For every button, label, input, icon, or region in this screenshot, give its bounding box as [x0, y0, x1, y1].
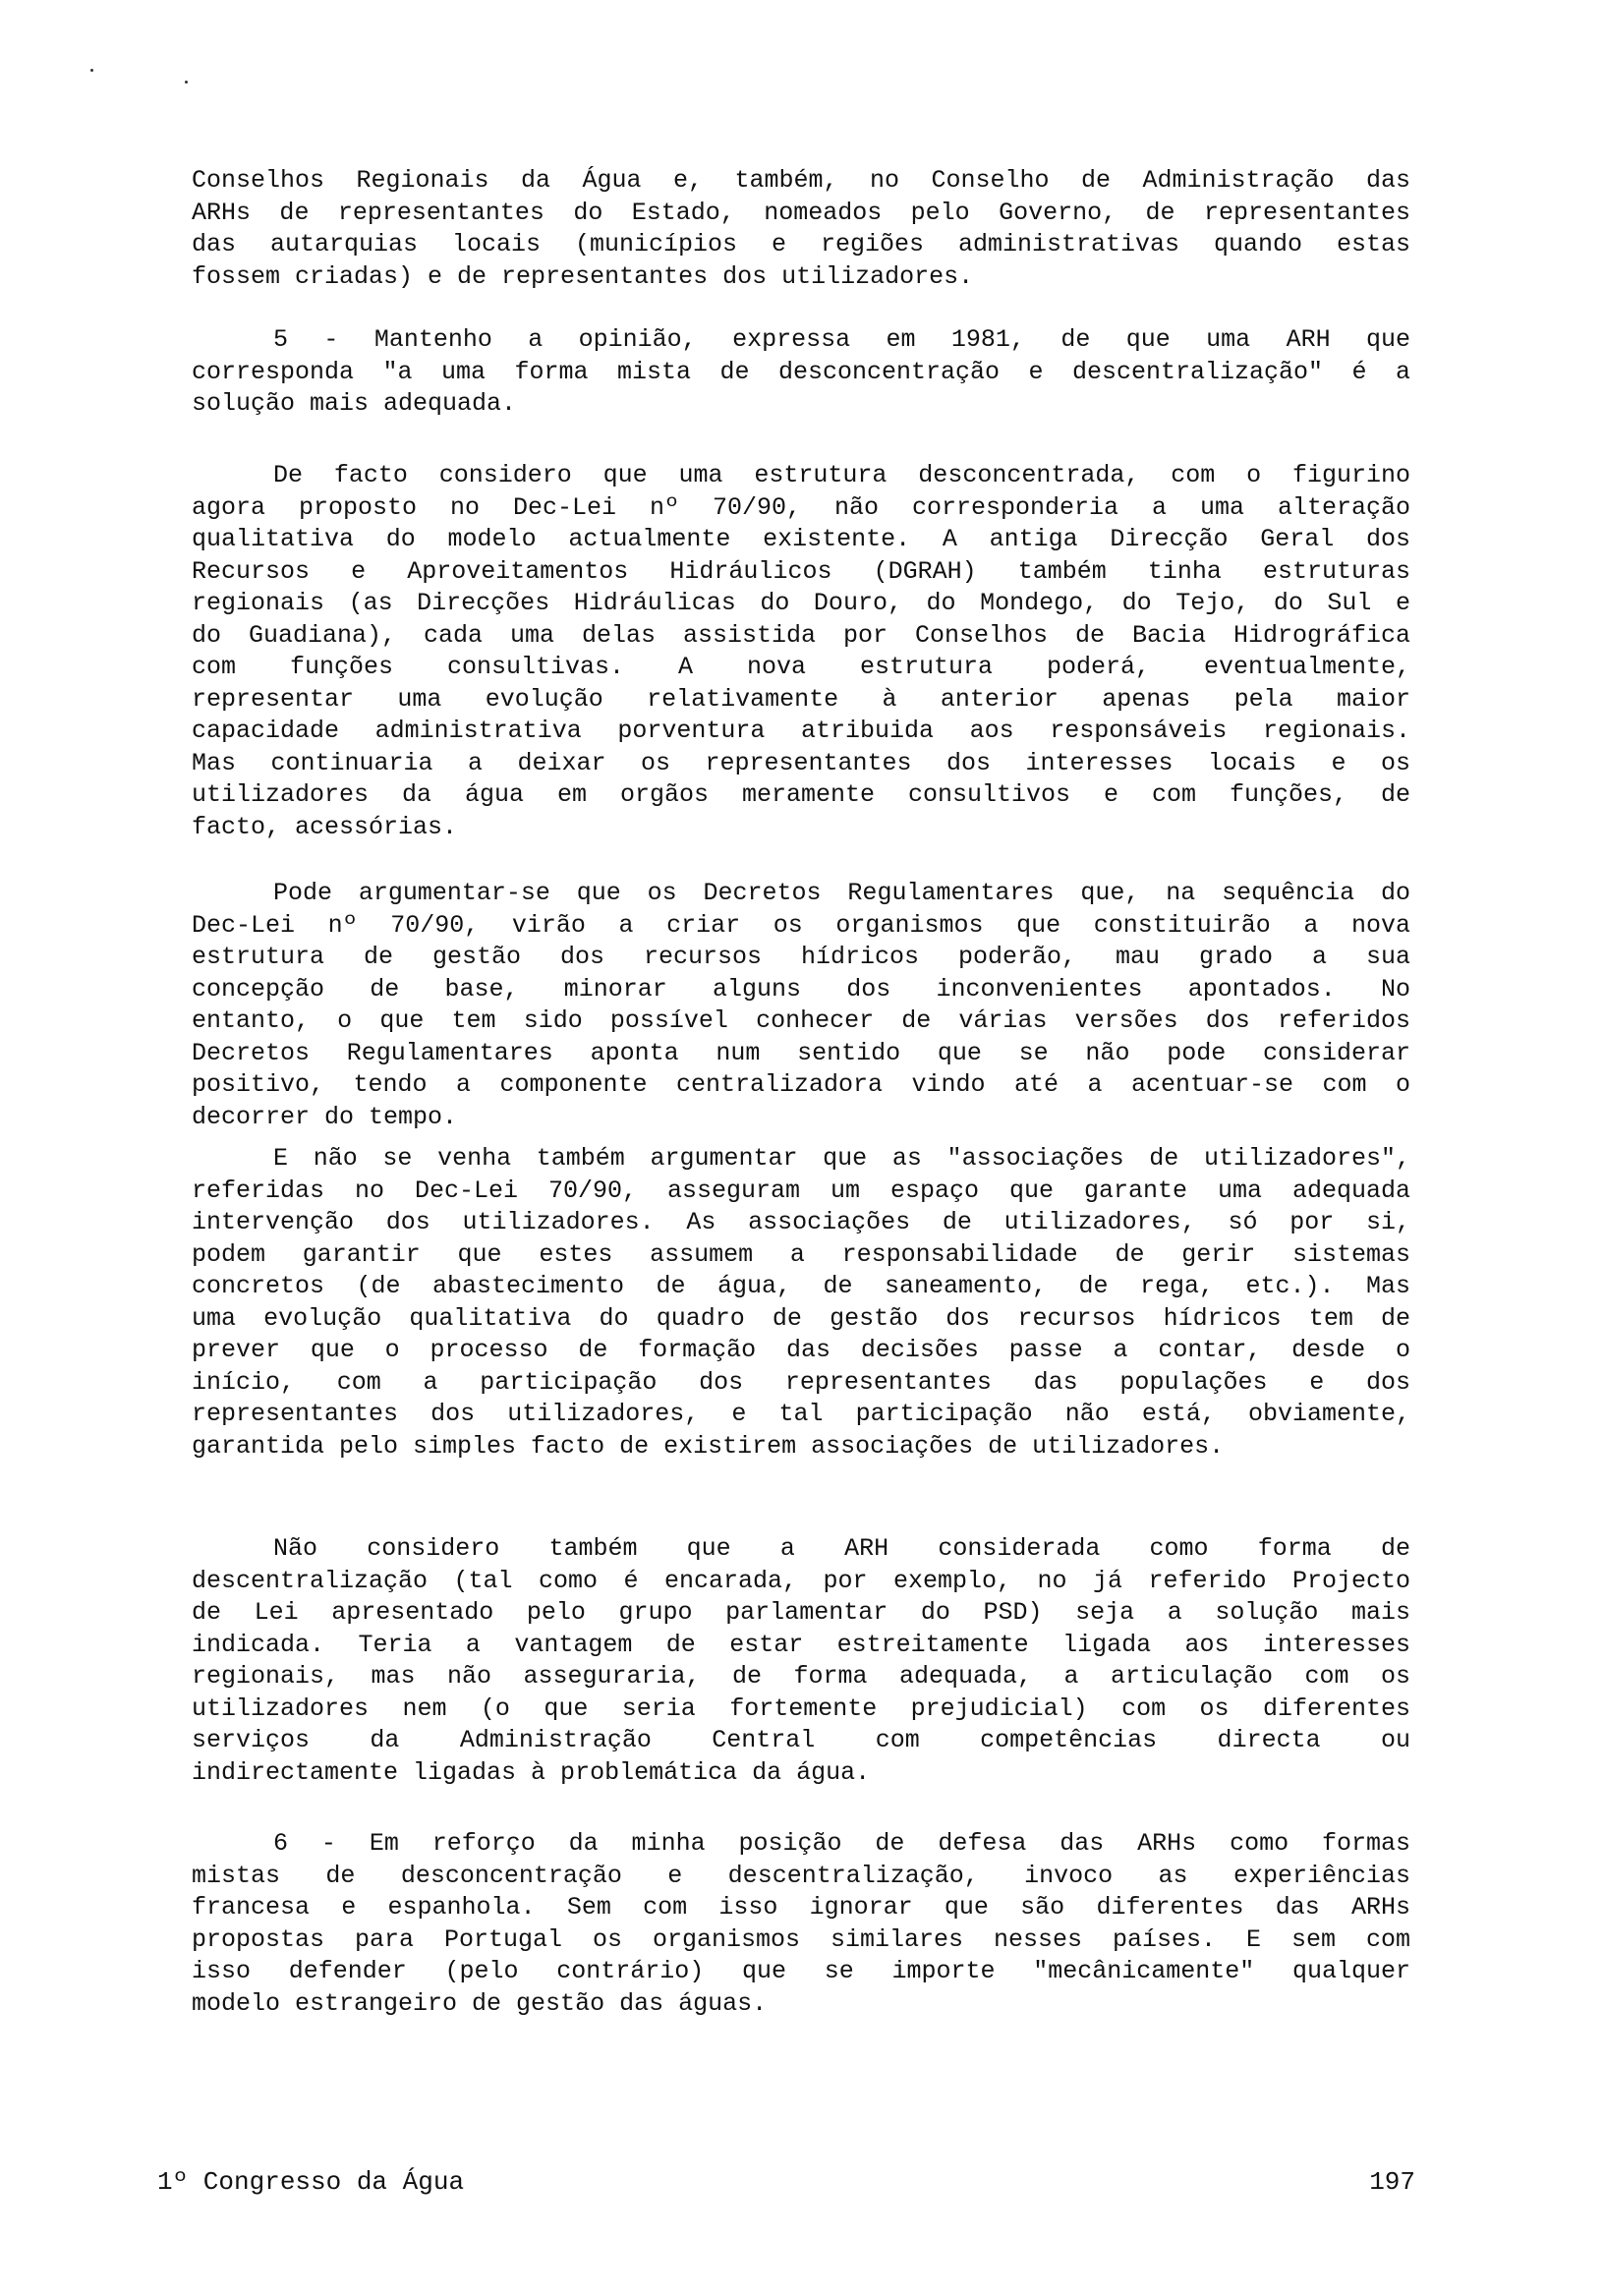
text-line: ARHs de representantes do Estado, nomeados pelo Governo, de representantes — [192, 198, 1410, 227]
text-line: Decretos Regulamentares aponta num sentido que se não pode considerar — [192, 1038, 1410, 1067]
paragraph — [192, 878, 1410, 1133]
text-line: regionais, mas não asseguraria, de forma adequada, a articulação com os — [192, 1662, 1410, 1691]
text-line: representar uma evolução relativamente à anterior apenas pela maior — [192, 684, 1410, 714]
text-line: do Guadiana), cada uma delas assistida por Conselhos de Bacia Hidrográfica — [192, 620, 1410, 650]
text-line: decorrer do tempo. — [192, 1102, 458, 1131]
paragraph — [192, 1143, 1410, 1463]
scan-speck — [90, 69, 93, 72]
text-line: intervenção dos utilizadores. As associações de utilizadores, só por si, — [192, 1208, 1410, 1236]
text-line: E não se venha também argumentar que as "associações de utilizadores", — [273, 1144, 1410, 1173]
paragraph — [192, 1828, 1410, 2020]
text-line: uma evolução qualitativa do quadro de gestão dos recursos hídricos tem de — [192, 1303, 1410, 1333]
text-line: corresponda "a uma forma mista de desconcentração e descentralização" é a — [192, 357, 1410, 386]
paragraph — [192, 165, 1410, 293]
text-line: positivo, tendo a componente centralizadora vindo até a acentuar-se com o — [192, 1070, 1410, 1099]
text-line: Mas continuaria a deixar os representantes dos interesses locais e os — [192, 748, 1410, 777]
text-line: mistas de desconcentração e descentralização, invoco as experiências — [192, 1861, 1410, 1890]
text-line: entanto, o que tem sido possível conhecer de várias versões dos referidos — [192, 1006, 1410, 1035]
footer-title: 1º Congresso da Água — [157, 2167, 465, 2197]
scan-speck — [185, 81, 188, 84]
text-line: indirectamente ligadas à problemática da água. — [192, 1757, 871, 1787]
text-line: representantes dos utilizadores, e tal participação não está, obviamente, — [192, 1400, 1410, 1428]
text-line: Dec-Lei nº 70/90, virão a criar os organismos que constituirão a nova — [192, 910, 1410, 940]
text-line: Conselhos Regionais da Água e, também, no Conselho de Administração das — [192, 166, 1410, 195]
text-line: 6 - Em reforço da minha posição de defesa das ARHs como formas — [273, 1829, 1410, 1858]
text-line: fossem criadas) e de representantes dos utilizadores. — [192, 261, 974, 291]
text-line: referidas no Dec-Lei 70/90, asseguram um espaço que garante uma adequada — [192, 1176, 1410, 1205]
text-line: Recursos e Aproveitamentos Hidráulicos (DGRAH) também tinha estruturas — [192, 556, 1410, 586]
text-line: francesa e espanhola. Sem com isso ignorar que são diferentes das ARHs — [192, 1893, 1410, 1922]
text-line: regionais (as Direcções Hidráulicas do Douro, do Mondego, do Tejo, do Sul e — [192, 589, 1410, 617]
text-line: capacidade administrativa porventura atribuida aos responsáveis regionais. — [192, 717, 1410, 745]
text-line: indicada. Teria a vantagem de estar estreitamente ligada aos interesses — [192, 1630, 1410, 1659]
text-line: de Lei apresentado pelo grupo parlamentar do PSD) seja a solução mais — [192, 1598, 1410, 1627]
text-line: concretos (de abastecimento de água, de saneamento, de rega, etc.). Mas — [192, 1272, 1410, 1300]
paragraph — [192, 1533, 1410, 1789]
text-line: Não considero também que a ARH considerada como forma de — [273, 1534, 1410, 1563]
text-line: isso defender (pelo contrário) que se importe "mecânicamente" qualquer — [192, 1957, 1410, 1985]
text-line: das autarquias locais (municípios e regiões administrativas quando estas — [192, 230, 1410, 258]
text-line: concepção de base, minorar alguns dos inconvenientes apontados. No — [192, 974, 1410, 1004]
text-line: qualitativa do modelo actualmente existente. A antiga Direcção Geral dos — [192, 525, 1410, 553]
text-line: propostas para Portugal os organismos similares nesses países. E sem com — [192, 1924, 1410, 1954]
text-line: agora proposto no Dec-Lei nº 70/90, não corresponderia a uma alteração — [192, 492, 1410, 522]
text-line: De facto considero que uma estrutura desconcentrada, com o figurino — [273, 461, 1410, 489]
page-number: 197 — [1369, 2167, 1415, 2197]
text-line: com funções consultivas. A nova estrutura poderá, eventualmente, — [192, 653, 1410, 681]
paragraph — [192, 460, 1410, 843]
text-line: Pode argumentar-se que os Decretos Regulamentares que, na sequência do — [273, 879, 1410, 907]
text-line: solução mais adequada. — [192, 389, 517, 418]
text-line: 5 - Mantenho a opinião, expressa em 1981, de que uma ARH que — [273, 325, 1410, 354]
text-line: facto, acessórias. — [192, 812, 458, 841]
text-line: garantida pelo simples facto de existirem associações de utilizadores. — [192, 1431, 1225, 1461]
text-line: prever que o processo de formação das decisões passe a contar, desde o — [192, 1336, 1410, 1364]
text-line: podem garantir que estes assumem a responsabilidade de gerir sistemas — [192, 1239, 1410, 1269]
text-line: modelo estrangeiro de gestão das águas. — [192, 1988, 768, 2018]
text-line: utilizadores nem (o que seria fortemente prejudicial) com os diferentes — [192, 1693, 1410, 1723]
text-line: serviços da Administração Central com competências directa ou — [192, 1726, 1410, 1754]
text-line: estrutura de gestão dos recursos hídricos poderão, mau grado a sua — [192, 943, 1410, 971]
text-line: início, com a participação dos representantes das populações e dos — [192, 1367, 1410, 1397]
text-line: descentralização (tal como é encarada, por exemplo, no já referido Projecto — [192, 1566, 1410, 1595]
paragraph — [192, 324, 1410, 421]
text-line: utilizadores da água em orgãos meramente consultivos e com funções, de — [192, 780, 1410, 809]
